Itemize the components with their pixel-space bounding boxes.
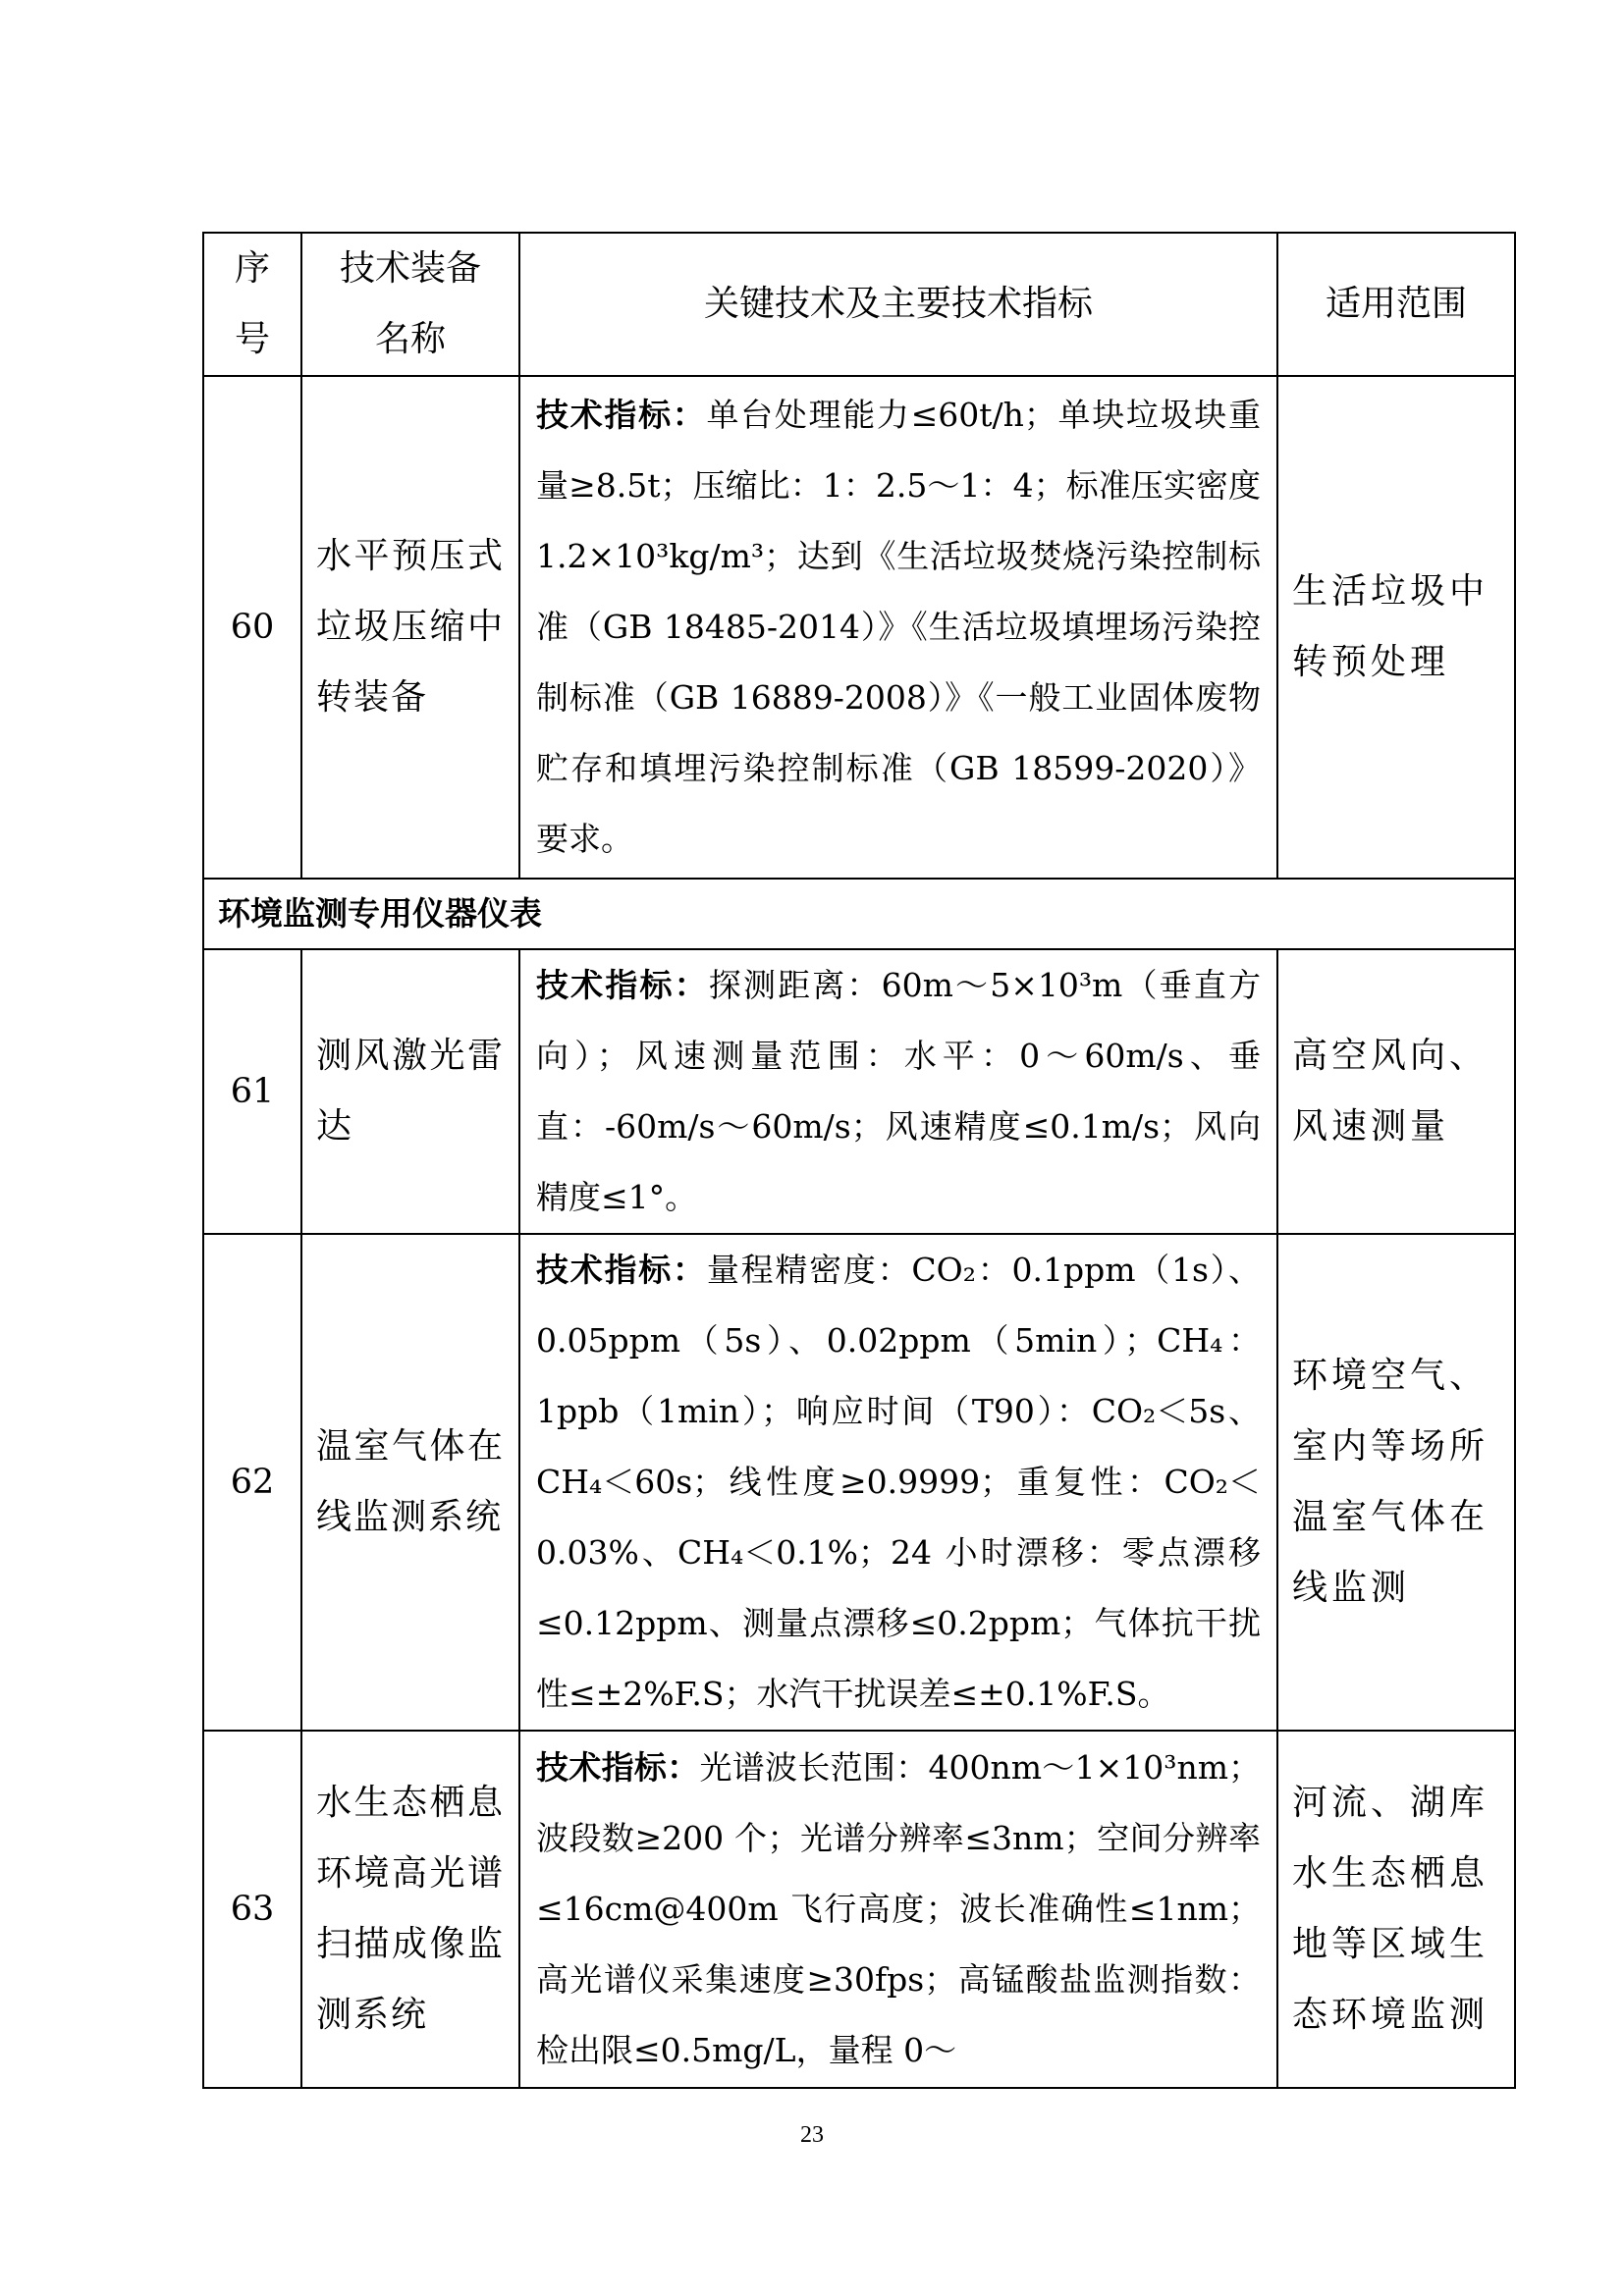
row-seq: 60 — [203, 376, 301, 879]
header-name: 技术装备 名称 — [301, 233, 519, 376]
row-scope: 生活垃圾中转预处理 — [1277, 376, 1515, 879]
row-seq: 63 — [203, 1731, 301, 2088]
spec-label: 技术指标： — [536, 1748, 700, 1787]
row-equipment-name: 水生态栖息环境高光谱扫描成像监测系统 — [301, 1731, 519, 2088]
row-seq: 61 — [203, 949, 301, 1234]
header-scope: 适用范围 — [1277, 233, 1515, 376]
header-seq: 序 号 — [203, 233, 301, 376]
equipment-table — [202, 232, 1516, 2089]
row-spec — [519, 1234, 1277, 1731]
row-scope: 环境空气、室内等场所温室气体在线监测 — [1277, 1234, 1515, 1731]
spec-label: 技术指标： — [536, 966, 709, 1004]
table-row — [203, 1234, 1515, 1731]
spec-text: 单台处理能力≤60t/h；单块垃圾块重量≥8.5t；压缩比：1：2.5～1：4；标准压实密度 1.2×10³kg/m³；达到《生活垃圾焚烧污染控制标准（GB 18485-2014）》《生活垃圾填埋场污染控制标准（GB 16889-2008）》《一般工业固体废物贮存和填埋污染控制标准（GB 18599-2020）》要求。 — [536, 396, 1261, 858]
table-header-row — [203, 233, 1515, 376]
spec-text: 量程精密度：CO₂：0.1ppm（1s）、0.05ppm（5s）、0.02ppm（5min）；CH₄：1ppb（1min）；响应时间（T90）：CO₂＜5s、CH₄＜60s；线性度≥0.9999；重复性：CO₂＜0.03%、CH₄＜0.1%；24 小时漂移：零点漂移≤0.12ppm、测量点漂移≤0.2ppm；气体抗干扰性≤±2%F.S；水汽干扰误差≤±0.1%F.S。 — [536, 1251, 1261, 1713]
row-spec — [519, 949, 1277, 1234]
spec-label: 技术指标： — [536, 396, 707, 434]
table-row — [203, 949, 1515, 1234]
category-row — [203, 879, 1515, 949]
spec-label: 技术指标： — [536, 1251, 707, 1289]
row-equipment-name: 温室气体在线监测系统 — [301, 1234, 519, 1731]
spec-text: 探测距离：60m～5×10³m（垂直方向）；风速测量范围：水平：0～60m/s、垂直：-60m/s～60m/s；风速精度≤0.1m/s；风向精度≤1°。 — [536, 966, 1261, 1216]
page-number: 23 — [800, 2122, 824, 2148]
row-scope: 高空风向、风速测量 — [1277, 949, 1515, 1234]
row-spec — [519, 376, 1277, 879]
row-seq: 62 — [203, 1234, 301, 1731]
table-row — [203, 376, 1515, 879]
category-title: 环境监测专用仪器仪表 — [203, 879, 1515, 949]
row-spec — [519, 1731, 1277, 2088]
row-equipment-name: 水平预压式垃圾压缩中转装备 — [301, 376, 519, 879]
row-equipment-name: 测风激光雷达 — [301, 949, 519, 1234]
row-scope: 河流、湖库水生态栖息地等区域生态环境监测 — [1277, 1731, 1515, 2088]
table-row — [203, 1731, 1515, 2088]
header-spec: 关键技术及主要技术指标 — [519, 233, 1277, 376]
spec-text: 光谱波长范围：400nm～1×10³nm；波段数≥200 个；光谱分辨率≤3nm；空间分辨率≤16cm@400m 飞行高度；波长准确性≤1nm；高光谱仪采集速度≥30fps；高锰酸盐监测指数：检出限≤0.5mg/L，量程 0～ — [536, 1748, 1261, 2069]
